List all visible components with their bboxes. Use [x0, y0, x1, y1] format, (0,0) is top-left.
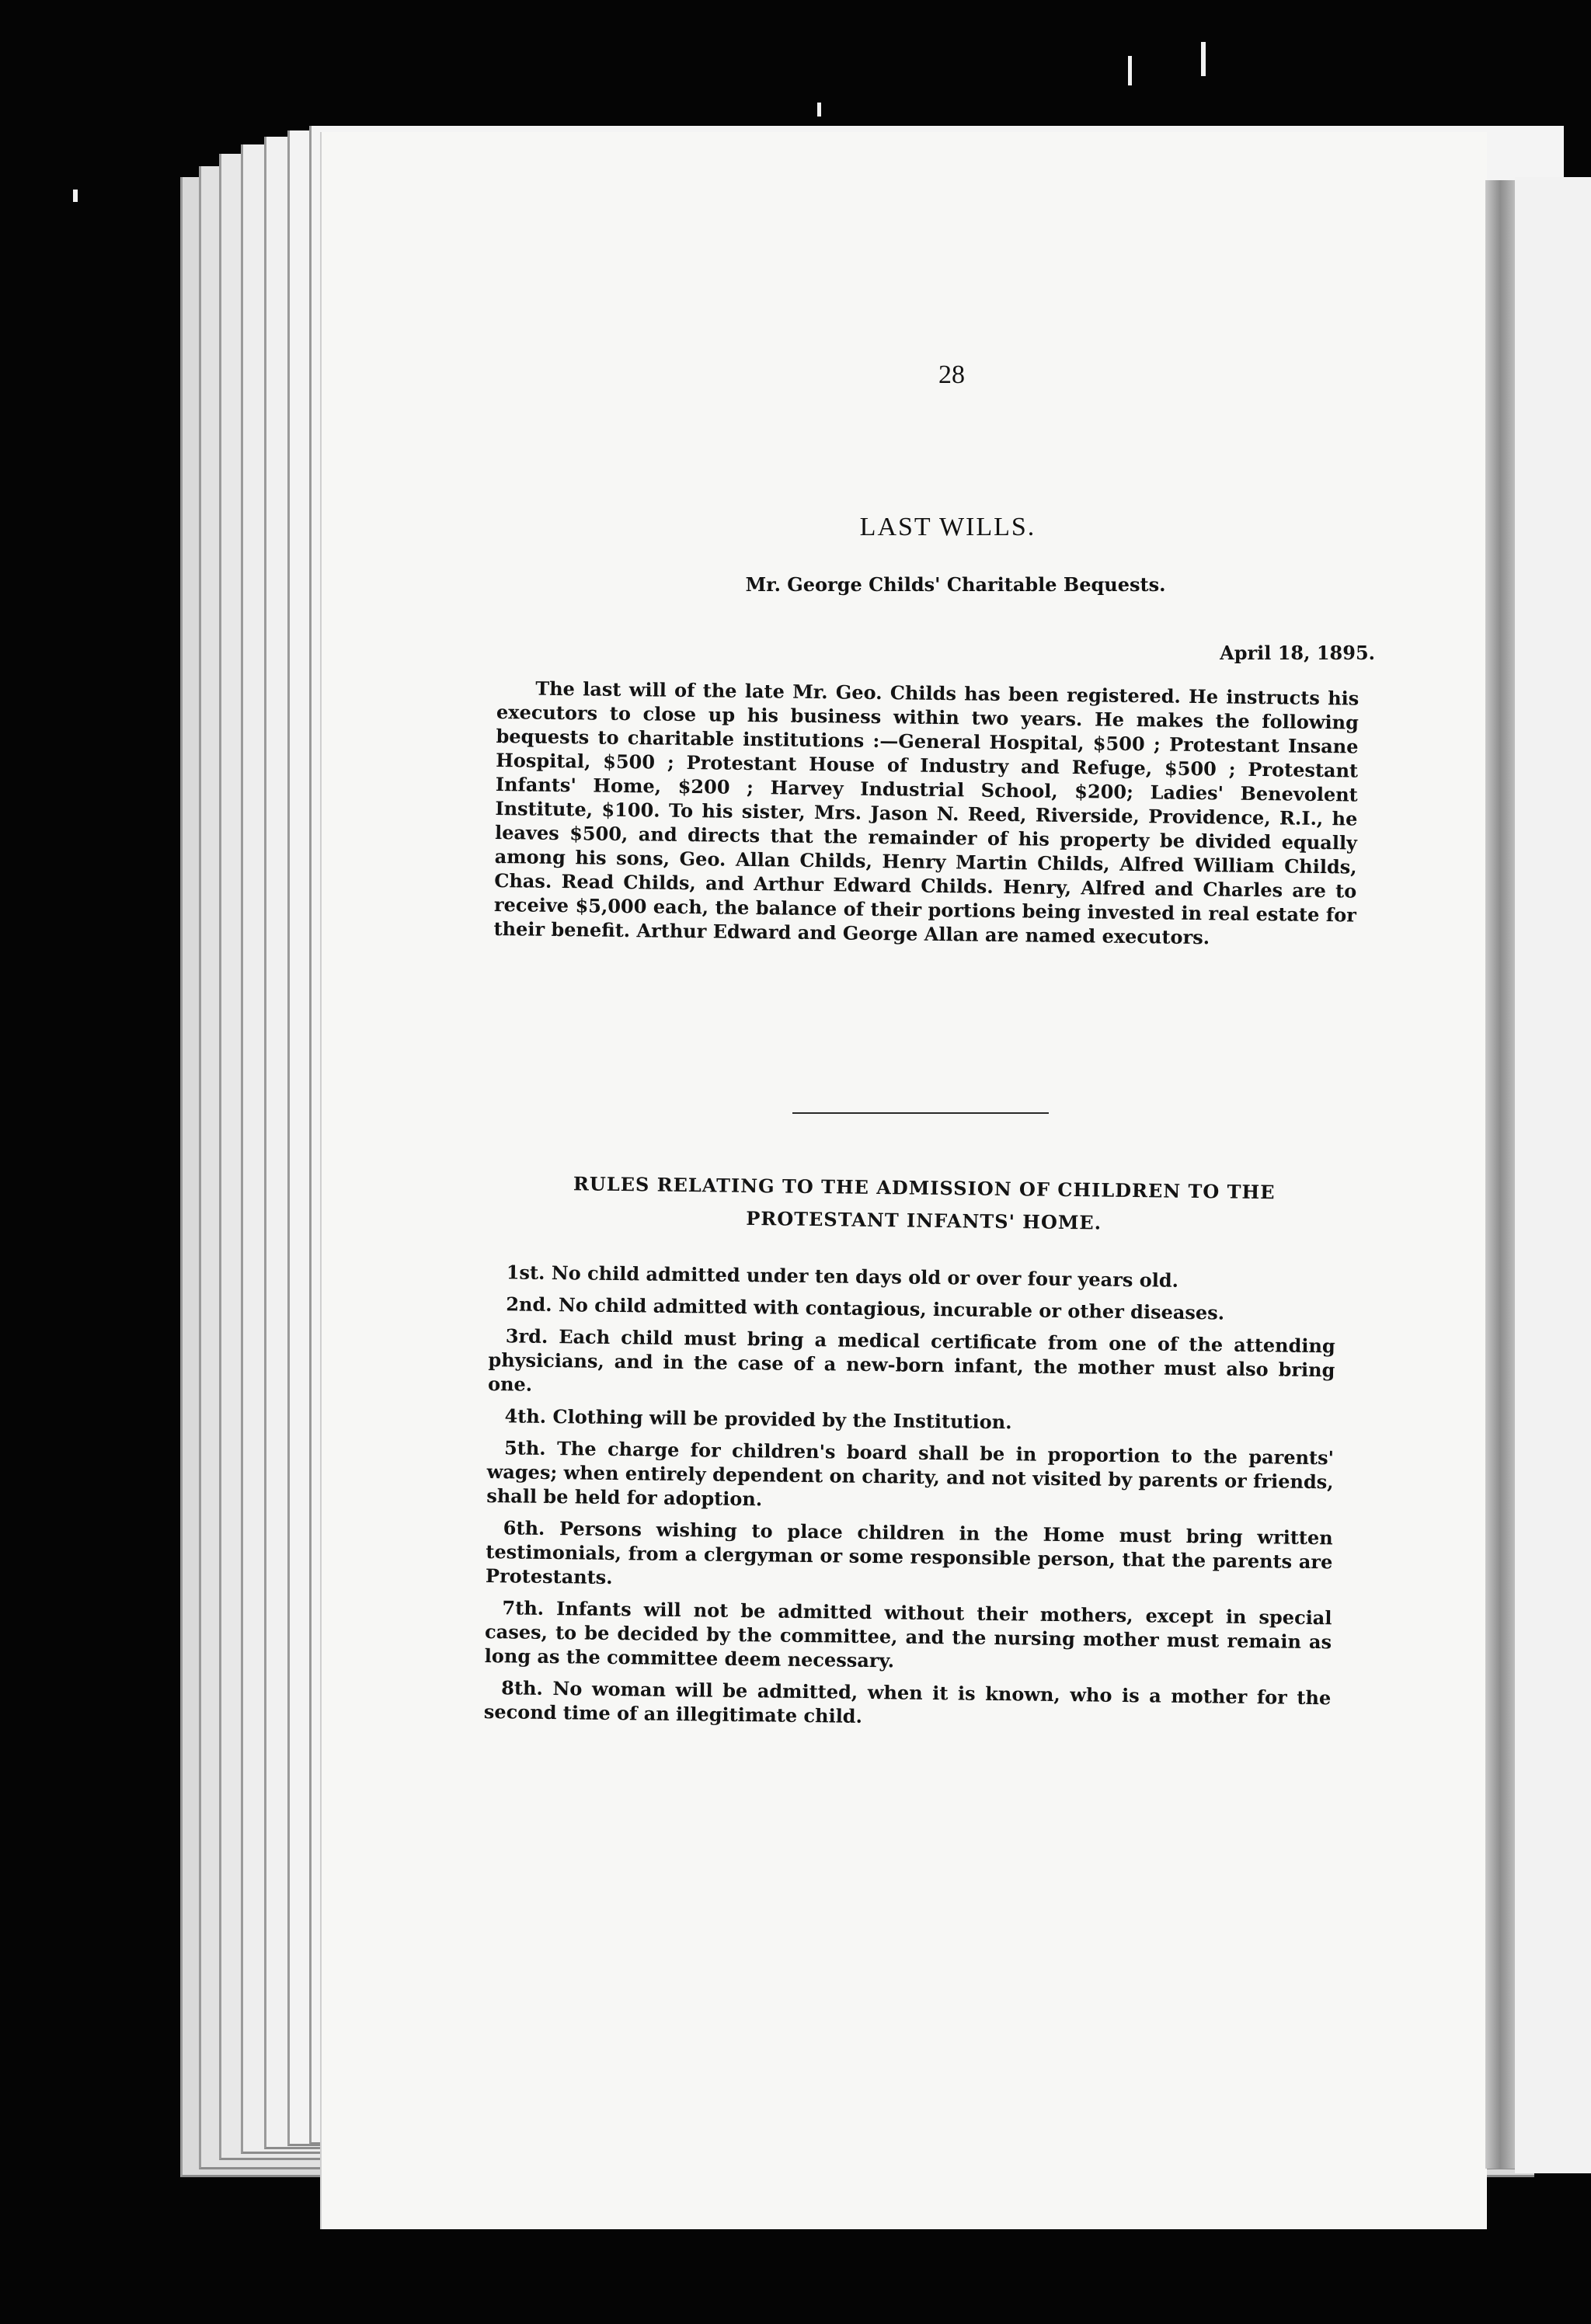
section-title: LAST WILLS.: [859, 513, 1036, 541]
rule-item: 1st. No child admitted under ten days old or over four years old.: [506, 1261, 1179, 1292]
will-paragraph: The last will of the late Mr. Geo. Childs has been registered. He instructs his executors to close up his business within two years. He makes the following bequests to charitable institutions :—General Hospital, $500 ; Protestant Insane Hospital, $500 ; Protestant House of Industry and Refuge, $500 ; Protestant Infants' Home, $200 ; Harvey Industrial School, $200; Ladies' Benevolent Institute, $100. To his sister, Mrs. Jason N. Reed, Riverside, Providence, R.I., he leaves $500, and directs that the remainder of his property be divided equally among his sons, Geo. Allan Childs, Henry Martin Childs, Alfred William Childs, Chas. Read Childs, and Arthur Edward Childs. Henry, Alfred and Charles are to receive $5,000 each, the balance of their portions being invested in real estate for their benefit. Arthur Edward and George Allan are named executors.: [493, 677, 1359, 949]
section-divider: [792, 1112, 1049, 1114]
rules-heading: [496, 1167, 1352, 1242]
dust-speck: [73, 190, 78, 202]
will-text-block: [493, 646, 1359, 952]
dust-speck: [1128, 56, 1132, 85]
rule-item: 8th. No woman will be admitted, when it is known, who is a mother for the second time of an illegitimate child.: [483, 1676, 1332, 1727]
facing-page-edge: [1515, 177, 1591, 2173]
page-number: 28: [938, 360, 965, 389]
rule-item: 2nd. No child admitted with contagious, incurable or other diseases.: [506, 1292, 1225, 1324]
dust-speck: [1201, 42, 1206, 76]
rule-item: 4th. Clothing will be provided by the Institution.: [504, 1404, 1012, 1434]
will-date: April 18, 1895.: [1220, 642, 1375, 664]
book-gutter: [1485, 180, 1515, 2169]
rules-list: [484, 1260, 1336, 1741]
rules-heading-line: PROTESTANT INFANTS' HOME.: [746, 1206, 1102, 1234]
rule-item: 3rd. Each child must bring a medical certificate from one of the attending physicians, and in the case of a new-born infant, the mother must also bring one.: [487, 1324, 1335, 1396]
rule-item: 6th. Persons wishing to place children in the Home must bring written testimonials, from a clergyman or some responsible person, that the parents are Protestants.: [485, 1516, 1333, 1588]
rule-item: 7th. Infants will not be admitted without their mothers, except in special cases, to be decided by the committee, and the nursing mother must remain as long as the committee deem necessary.: [484, 1596, 1332, 1672]
rules-heading-line: RULES RELATING TO THE ADMISSION OF CHILDREN TO THE: [573, 1172, 1276, 1204]
dust-speck: [817, 103, 821, 117]
section-subtitle: Mr. George Childs' Charitable Bequests.: [745, 573, 1166, 596]
rule-item: 5th. The charge for children's board shall be in proportion to the parents' wages; when entirely dependent on charity, and not visited by parents or friends, shall be held for adoption.: [486, 1436, 1335, 1511]
